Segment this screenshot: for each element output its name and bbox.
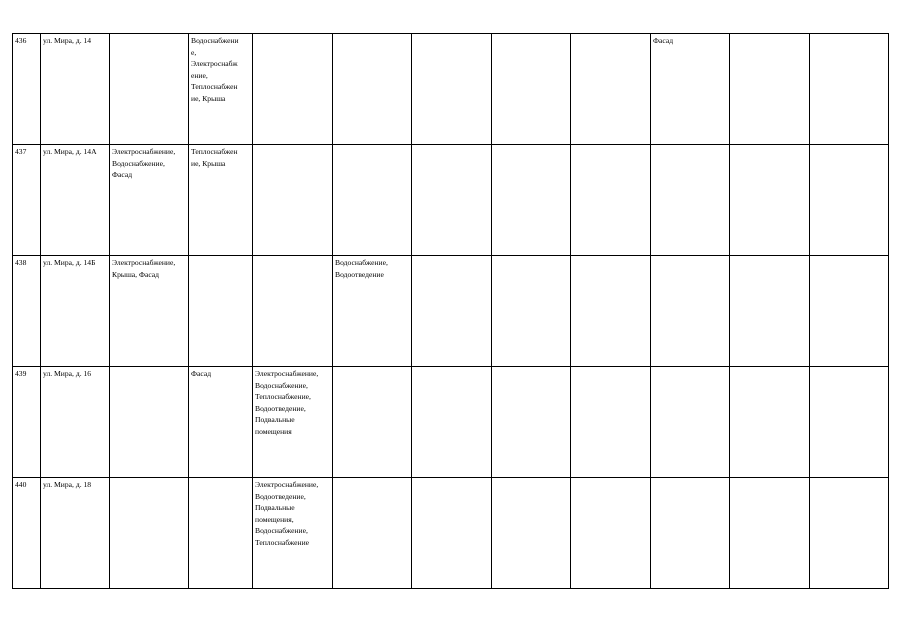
work-cell [730,367,810,478]
work-line: ение, [191,70,208,80]
work-cell [810,256,889,367]
address-cell: ул. Мира, д. 16 [41,367,110,478]
row-number: 437 [13,145,41,256]
work-line: Водоснабжени [191,36,239,45]
work-cell [110,478,189,589]
work-cell [253,256,333,367]
work-line: Теплоснабжен [191,82,238,92]
work-cell [253,145,333,256]
work-cell [651,367,730,478]
work-cell [412,34,492,145]
work-cell [189,34,253,145]
work-cell [810,367,889,478]
work-cell [492,478,571,589]
work-cell [651,145,730,256]
row-number: 439 [13,367,41,478]
work-line: Электроснабж [191,59,238,69]
work-cell: Электроснабжение, Водоотведение, Подвальные помещения, Водоснабжение, Теплоснабжение [253,478,333,589]
work-cell [571,145,651,256]
work-cell: Фасад [189,367,253,478]
work-cell [412,256,492,367]
table-row [13,478,889,589]
work-cell [730,145,810,256]
work-cell [810,478,889,589]
work-cell: Водоснабжение, Водоотведение [333,256,412,367]
work-cell [189,145,253,256]
work-cell [571,367,651,478]
work-cell [412,478,492,589]
work-cell [412,145,492,256]
table-row [13,145,889,256]
work-cell [492,256,571,367]
work-cell [110,367,189,478]
work-cell [651,478,730,589]
work-cell [110,34,189,145]
work-cell [730,34,810,145]
work-cell [492,145,571,256]
work-cell [571,256,651,367]
work-cell: Электроснабжение, Водоснабжение, Теплоснабжение, Водоотведение, Подвальные помещения [253,367,333,478]
work-cell [333,367,412,478]
work-cell [492,367,571,478]
table-row [13,34,889,145]
address-cell: ул. Мира, д. 14А [41,145,110,256]
work-cell [571,478,651,589]
row-number: 436 [13,34,41,145]
work-cell [189,478,253,589]
work-cell [333,478,412,589]
address-cell: ул. Мира, д. 18 [41,478,110,589]
work-line: е, [191,47,197,57]
work-cell [333,145,412,256]
work-cell: Фасад [651,34,730,145]
table-row [13,256,889,367]
table-row [13,367,889,478]
work-cell [412,367,492,478]
work-cell: Электроснабжение, Крыша, Фасад [110,256,189,367]
work-cell [189,256,253,367]
work-cell [810,145,889,256]
row-number: 440 [13,478,41,589]
schedule-table [12,33,889,589]
work-cell [571,34,651,145]
work-line: ие, Крыша [191,158,226,168]
work-line: ие, Крыша [191,93,226,103]
work-cell [730,256,810,367]
address-cell: ул. Мира, д. 14 [41,34,110,145]
work-cell [730,478,810,589]
row-number: 438 [13,256,41,367]
work-cell: Электроснабжение, Водоснабжение, Фасад [110,145,189,256]
work-cell [333,34,412,145]
work-cell [651,256,730,367]
work-cell [253,34,333,145]
work-line: Теплоснабжен [191,147,238,156]
address-cell: ул. Мира, д. 14Б [41,256,110,367]
work-cell [492,34,571,145]
work-cell [810,34,889,145]
